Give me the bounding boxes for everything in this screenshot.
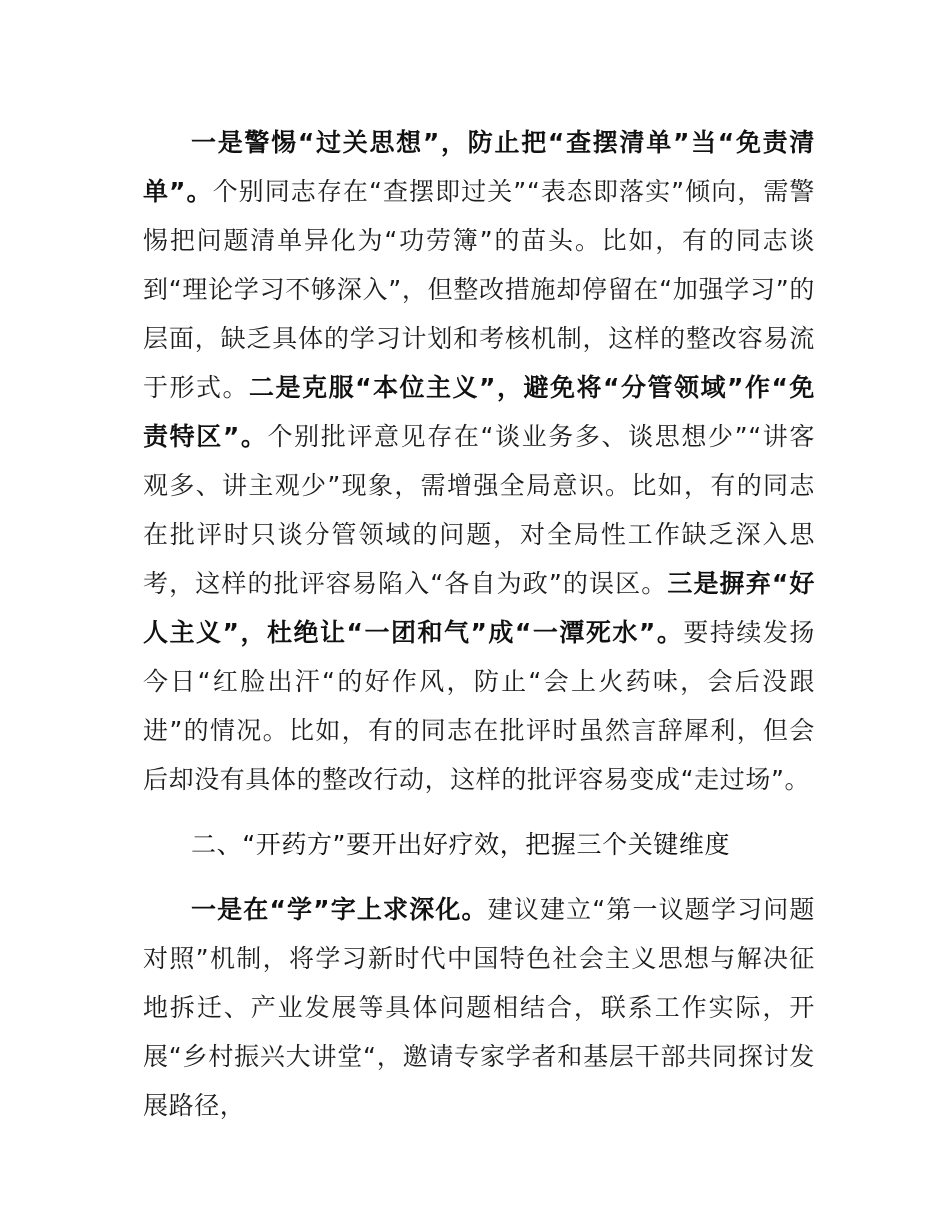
point-one-heading: 一是警惕“过关思想”，防止把“查摆清单”当“免责清单”。 (143, 128, 815, 206)
document-body (143, 118, 815, 1130)
paragraph-prescription (143, 885, 815, 1130)
point-three-text: 要持续发扬今日“红脸出汗“的好作风，防止“会上火药味，会后没跟进”的情况。比如，有的同志在批评时虽然言辞犀利，但会后却没有具体的整改行动，这样的批评容易变成“走过场”。 (143, 618, 815, 794)
point-one-text: 个别同志存在“查摆即过关”“表态即落实”倾向，需警惕把问题清单异化为“功劳簿”的苗头。比如，有的同志谈到“理论学习不够深入”，但整改措施却停留在“加强学习”的层面，缺乏具体的学习计划和考核机制，这样的整改容易流于形式。 (143, 177, 816, 402)
study-point-text: 建议建立“第一议题学习问题对照”机制，将学习新时代中国特色社会主义思想与解决征地拆迁、产业发展等具体问题相结合，联系工作实际，开展“乡村振兴大讲堂“，邀请专家学者和基层干部共同探讨发展路径， (143, 895, 815, 1120)
paragraph-vigilance (143, 118, 815, 804)
point-two-text: 个别批评意见存在“谈业务多、谈思想少”“讲客观多、讲主观少”现象，需增强全局意识。比如，有的同志在批评时只谈分管领域的问题，对全局性工作缺乏深入思考，这样的批评容易陷入“各自为政”的误区。 (143, 422, 815, 598)
point-three-heading: 三是摒弃“好人主义”，杜绝让“一团和气”成“一潭死水”。 (143, 569, 815, 647)
point-two-heading: 二是克服“本位主义”，避免将“分管领域”作“免责特区”。 (143, 373, 815, 451)
section-heading: 二、“开药方”要开出好疗效，把握三个关键维度 (191, 830, 731, 859)
study-point-heading: 一是在“学”字上求深化。 (191, 895, 488, 924)
